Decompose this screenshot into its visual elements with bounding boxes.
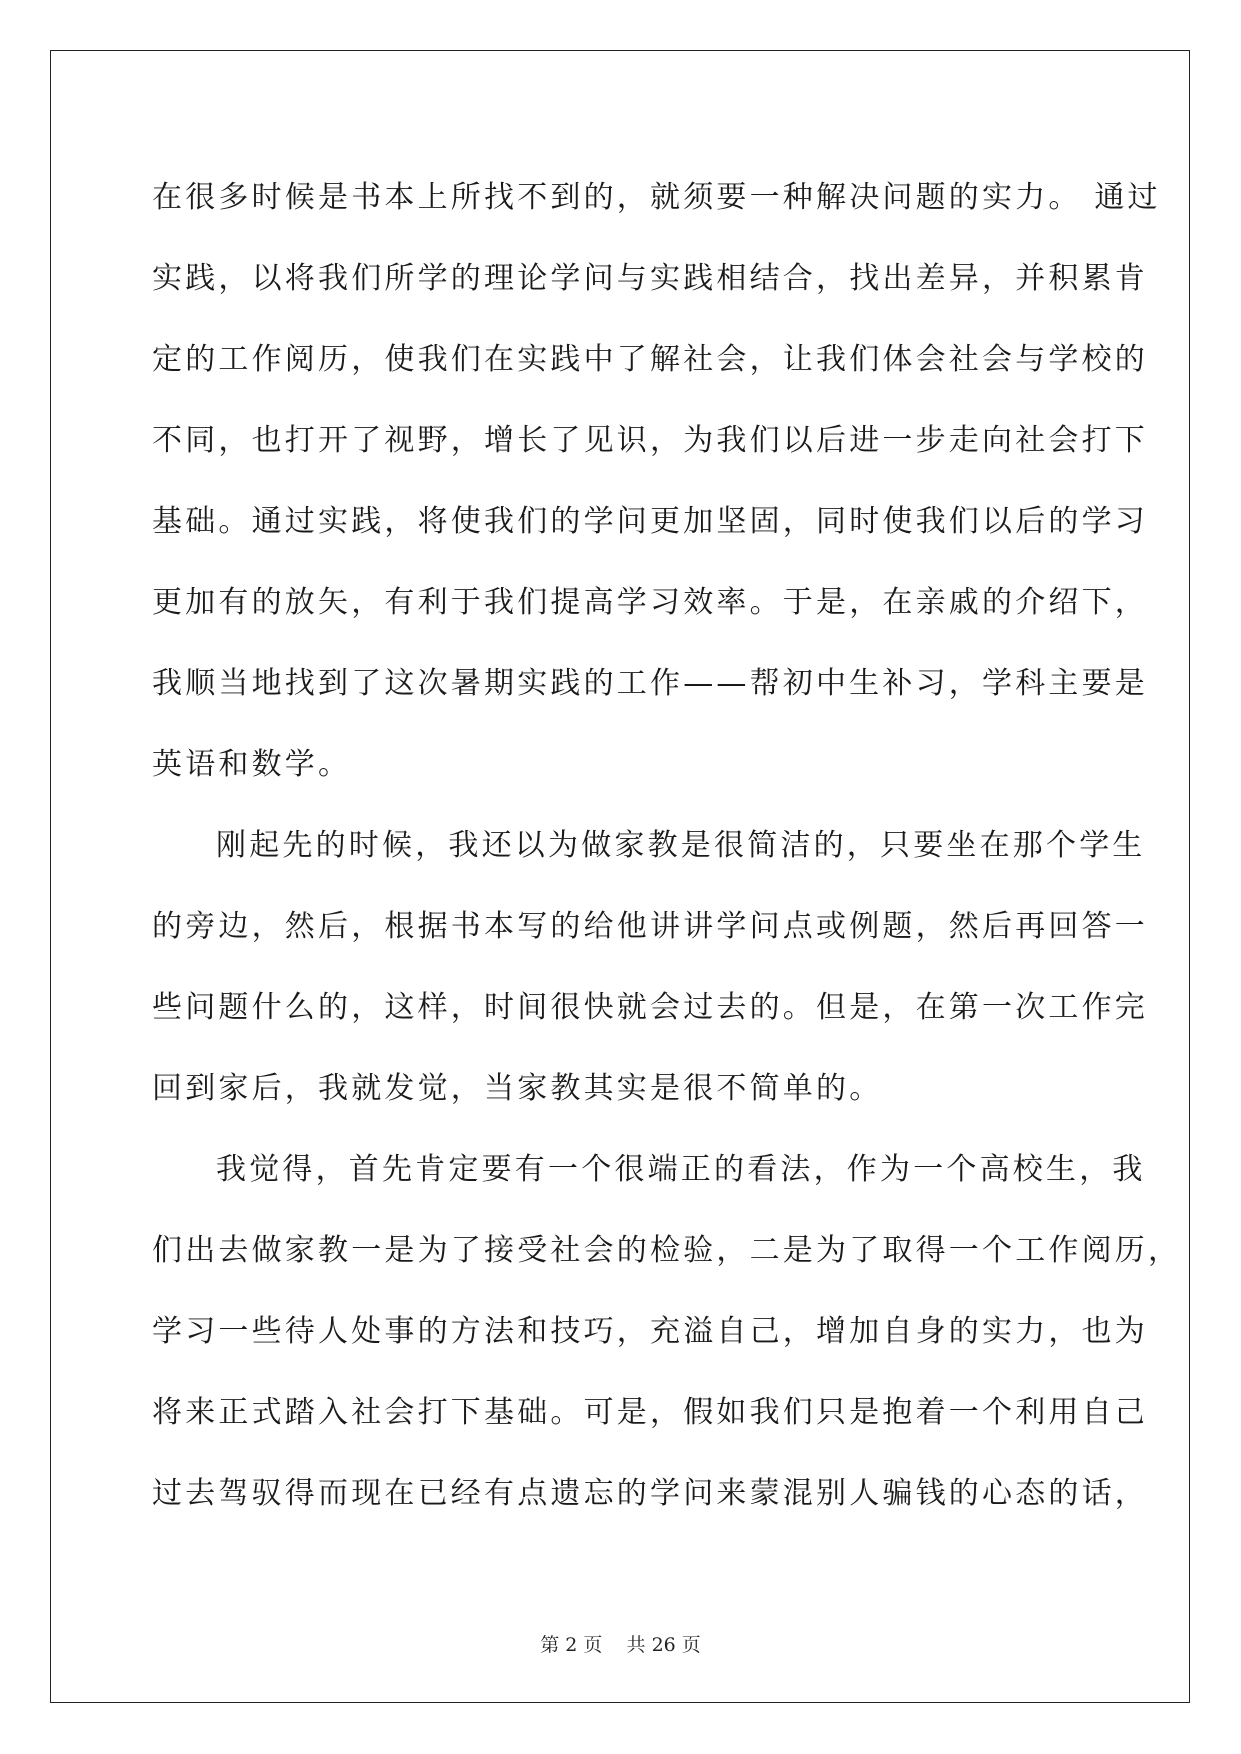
text-line: 些问题什么的，这样，时间很快就会过去的。但是，在第一次工作完: [152, 990, 1148, 1025]
paragraph-first-line: 我觉得，首先肯定要有一个很端正的看法，作为一个高校生，我: [216, 1152, 1146, 1187]
text-line: 英语和数学。: [152, 747, 352, 782]
text-line: 过去驾驭得而现在已经有点遗忘的学问来蒙混别人骗钱的心态的话，: [152, 1476, 1148, 1511]
text-line: 们出去做家教一是为了接受社会的检验，二是为了取得一个工作阅历，: [152, 1233, 1182, 1268]
text-line: 我顺当地找到了这次暑期实践的工作——帮初中生补习，学科主要是: [152, 666, 1148, 701]
text-line: 在很多时候是书本上所找不到的，就须要一种解决问题的实力。 通过: [152, 180, 1161, 215]
document-body: [152, 157, 1182, 1534]
paragraph-first-line: 刚起先的时候，我还以为做家教是很简洁的，只要坐在那个学生: [216, 828, 1146, 863]
text-line: 学习一些待人处事的方法和技巧，充溢自己，增加自身的实力，也为: [152, 1314, 1148, 1349]
text-line: 实践，以将我们所学的理论学问与实践相结合，找出差异，并积累肯: [152, 261, 1148, 296]
text-line: 不同，也打开了视野，增长了见识，为我们以后进一步走向社会打下: [152, 423, 1148, 458]
page-number-footer: 第 2 页 共 26 页: [540, 1634, 701, 1656]
text-line: 更加有的放矢，有利于我们提高学习效率。于是，在亲戚的介绍下，: [152, 585, 1148, 620]
text-line: 定的工作阅历，使我们在实践中了解社会，让我们体会社会与学校的: [152, 342, 1148, 377]
text-line: 基础。通过实践，将使我们的学问更加坚固，同时使我们以后的学习: [152, 504, 1148, 539]
text-line: 将来正式踏入社会打下基础。可是，假如我们只是抱着一个利用自己: [152, 1395, 1148, 1430]
text-line: 回到家后，我就发觉，当家教其实是很不简单的。: [152, 1071, 883, 1106]
text-line: 的旁边，然后，根据书本写的给他讲讲学问点或例题，然后再回答一: [152, 909, 1148, 944]
